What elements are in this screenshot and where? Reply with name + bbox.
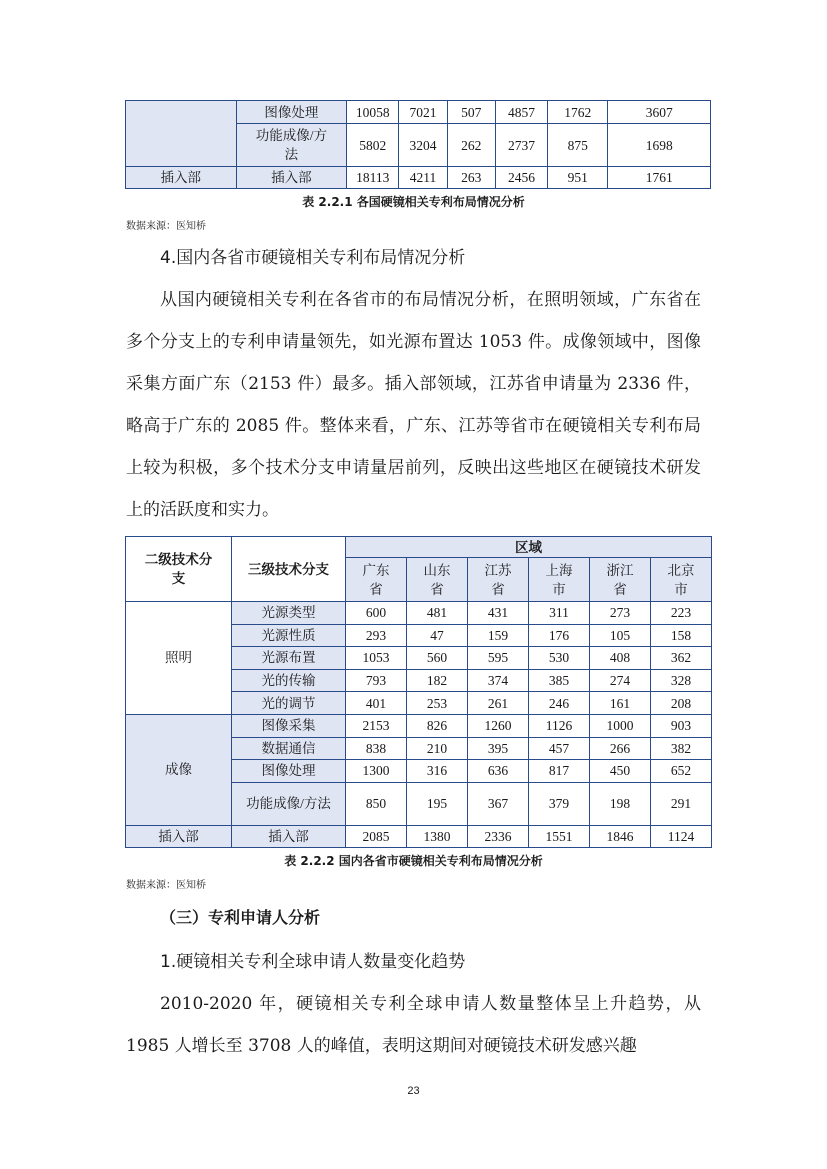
region-header: 上海市 bbox=[529, 558, 590, 602]
value-cell: 2336 bbox=[468, 825, 529, 847]
value-cell: 826 bbox=[407, 714, 468, 737]
group-cell: 成像 bbox=[126, 714, 232, 825]
sub-branch-cell: 图像采集 bbox=[232, 714, 346, 737]
value-cell: 1300 bbox=[346, 760, 407, 783]
value-cell: 385 bbox=[529, 669, 590, 692]
data-source: 数据来源：医知桥 bbox=[126, 880, 206, 891]
value-cell: 311 bbox=[529, 602, 590, 625]
group-cell: 插入部 bbox=[126, 825, 232, 847]
value-cell: 850 bbox=[346, 782, 407, 825]
sub-branch-cell: 光源布置 bbox=[232, 647, 346, 670]
value-cell: 560 bbox=[407, 647, 468, 670]
value-cell: 507 bbox=[447, 101, 495, 124]
value-cell: 1126 bbox=[529, 714, 590, 737]
value-cell: 367 bbox=[468, 782, 529, 825]
table-caption: 表 2.2.1 各国硬镜相关专利布局情况分析 bbox=[302, 195, 525, 209]
value-cell: 408 bbox=[590, 647, 651, 670]
value-cell: 208 bbox=[651, 692, 712, 715]
value-cell: 262 bbox=[447, 124, 495, 167]
body-paragraph bbox=[126, 983, 701, 1067]
value-cell: 3204 bbox=[399, 124, 447, 167]
value-cell: 600 bbox=[346, 602, 407, 625]
value-cell: 261 bbox=[468, 692, 529, 715]
value-cell: 176 bbox=[529, 624, 590, 647]
value-cell: 530 bbox=[529, 647, 590, 670]
value-cell: 401 bbox=[346, 692, 407, 715]
value-cell: 2456 bbox=[495, 167, 547, 189]
table-row bbox=[126, 602, 712, 625]
table-country-distribution bbox=[125, 100, 711, 189]
value-cell: 481 bbox=[407, 602, 468, 625]
value-cell: 431 bbox=[468, 602, 529, 625]
value-cell: 374 bbox=[468, 669, 529, 692]
region-header: 浙江省 bbox=[590, 558, 651, 602]
value-cell: 3607 bbox=[608, 101, 711, 124]
value-cell: 2085 bbox=[346, 825, 407, 847]
value-cell: 817 bbox=[529, 760, 590, 783]
value-cell: 2737 bbox=[495, 124, 547, 167]
value-cell: 1846 bbox=[590, 825, 651, 847]
value-cell: 316 bbox=[407, 760, 468, 783]
group-cell bbox=[126, 101, 237, 167]
sub-branch-cell: 光源性质 bbox=[232, 624, 346, 647]
header-level2-branch: 二级技术分支 bbox=[126, 537, 232, 602]
value-cell: 10058 bbox=[347, 101, 399, 124]
table-row bbox=[126, 167, 711, 189]
value-cell: 158 bbox=[651, 624, 712, 647]
value-cell: 159 bbox=[468, 624, 529, 647]
data-source: 数据来源：医知桥 bbox=[126, 221, 206, 232]
sub-branch-cell: 插入部 bbox=[236, 167, 347, 189]
section-heading: 1.硬镜相关专利全球申请人数量变化趋势 bbox=[160, 952, 466, 972]
value-cell: 1260 bbox=[468, 714, 529, 737]
value-cell: 951 bbox=[548, 167, 608, 189]
table-header-row bbox=[126, 537, 712, 558]
table-row bbox=[126, 101, 711, 124]
value-cell: 266 bbox=[590, 737, 651, 760]
paragraph-text: 从国内硬镜相关专利在各省市的布局情况分析，在照明领域，广东省在多个分支上的专利申请量领先，如光源布置达 1053 件。成像领域中，图像采集方面广东（2153 件）最多。插入部领域，江苏省申请量为 2336 件，略高于广东的 2085 件。整体来看，广东、江苏等省市在硬镜相关专利布局上较为积极，多个技术分支申请量居前列，反映出这些地区在硬镜技术研发上的活跃度和实力。 bbox=[126, 290, 701, 520]
sub-branch-cell: 插入部 bbox=[232, 825, 346, 847]
table-row bbox=[126, 714, 712, 737]
sub-branch-cell: 图像处理 bbox=[236, 101, 347, 124]
value-cell: 1762 bbox=[548, 101, 608, 124]
value-cell: 328 bbox=[651, 669, 712, 692]
value-cell: 4211 bbox=[399, 167, 447, 189]
value-cell: 161 bbox=[590, 692, 651, 715]
region-header: 山东省 bbox=[407, 558, 468, 602]
value-cell: 903 bbox=[651, 714, 712, 737]
value-cell: 450 bbox=[590, 760, 651, 783]
value-cell: 379 bbox=[529, 782, 590, 825]
value-cell: 263 bbox=[447, 167, 495, 189]
value-cell: 2153 bbox=[346, 714, 407, 737]
section-title: （三）专利申请人分析 bbox=[160, 908, 321, 927]
value-cell: 1698 bbox=[608, 124, 711, 167]
value-cell: 293 bbox=[346, 624, 407, 647]
group-cell: 照明 bbox=[126, 602, 232, 715]
value-cell: 1551 bbox=[529, 825, 590, 847]
value-cell: 5802 bbox=[347, 124, 399, 167]
group-cell: 插入部 bbox=[126, 167, 237, 189]
value-cell: 4857 bbox=[495, 101, 547, 124]
value-cell: 7021 bbox=[399, 101, 447, 124]
header-region: 区域 bbox=[346, 537, 712, 558]
value-cell: 274 bbox=[590, 669, 651, 692]
value-cell: 246 bbox=[529, 692, 590, 715]
value-cell: 457 bbox=[529, 737, 590, 760]
value-cell: 382 bbox=[651, 737, 712, 760]
value-cell: 1053 bbox=[346, 647, 407, 670]
sub-branch-cell: 功能成像/方法 bbox=[232, 782, 346, 825]
value-cell: 652 bbox=[651, 760, 712, 783]
value-cell: 273 bbox=[590, 602, 651, 625]
value-cell: 1380 bbox=[407, 825, 468, 847]
paragraph-text: 2010-2020 年，硬镜相关专利全球申请人数量整体呈上升趋势，从 1985 人增长至 3708 人的峰值，表明这期间对硬镜技术研发感兴趣 bbox=[126, 994, 701, 1056]
value-cell: 1761 bbox=[608, 167, 711, 189]
section-heading: 4.国内各省市硬镜相关专利布局情况分析 bbox=[160, 248, 466, 268]
value-cell: 362 bbox=[651, 647, 712, 670]
body-paragraph bbox=[126, 279, 701, 531]
value-cell: 636 bbox=[468, 760, 529, 783]
value-cell: 395 bbox=[468, 737, 529, 760]
value-cell: 793 bbox=[346, 669, 407, 692]
sub-branch-cell: 光源类型 bbox=[232, 602, 346, 625]
region-header: 江苏省 bbox=[468, 558, 529, 602]
region-header: 广东省 bbox=[346, 558, 407, 602]
value-cell: 253 bbox=[407, 692, 468, 715]
value-cell: 1000 bbox=[590, 714, 651, 737]
table-caption: 表 2.2.2 国内各省市硬镜相关专利布局情况分析 bbox=[284, 854, 543, 868]
value-cell: 210 bbox=[407, 737, 468, 760]
sub-branch-cell: 功能成像/方法 bbox=[236, 124, 347, 167]
value-cell: 1124 bbox=[651, 825, 712, 847]
value-cell: 875 bbox=[548, 124, 608, 167]
page-number: 23 bbox=[407, 1085, 420, 1097]
value-cell: 595 bbox=[468, 647, 529, 670]
table-province-distribution bbox=[125, 536, 712, 848]
table-row bbox=[126, 825, 712, 847]
value-cell: 18113 bbox=[347, 167, 399, 189]
header-level3-branch: 三级技术分支 bbox=[232, 537, 346, 602]
value-cell: 182 bbox=[407, 669, 468, 692]
region-header: 北京市 bbox=[651, 558, 712, 602]
value-cell: 198 bbox=[590, 782, 651, 825]
sub-branch-cell: 数据通信 bbox=[232, 737, 346, 760]
sub-branch-cell: 光的传输 bbox=[232, 669, 346, 692]
value-cell: 195 bbox=[407, 782, 468, 825]
value-cell: 291 bbox=[651, 782, 712, 825]
value-cell: 223 bbox=[651, 602, 712, 625]
value-cell: 838 bbox=[346, 737, 407, 760]
sub-branch-cell: 光的调节 bbox=[232, 692, 346, 715]
value-cell: 105 bbox=[590, 624, 651, 647]
value-cell: 47 bbox=[407, 624, 468, 647]
sub-branch-cell: 图像处理 bbox=[232, 760, 346, 783]
